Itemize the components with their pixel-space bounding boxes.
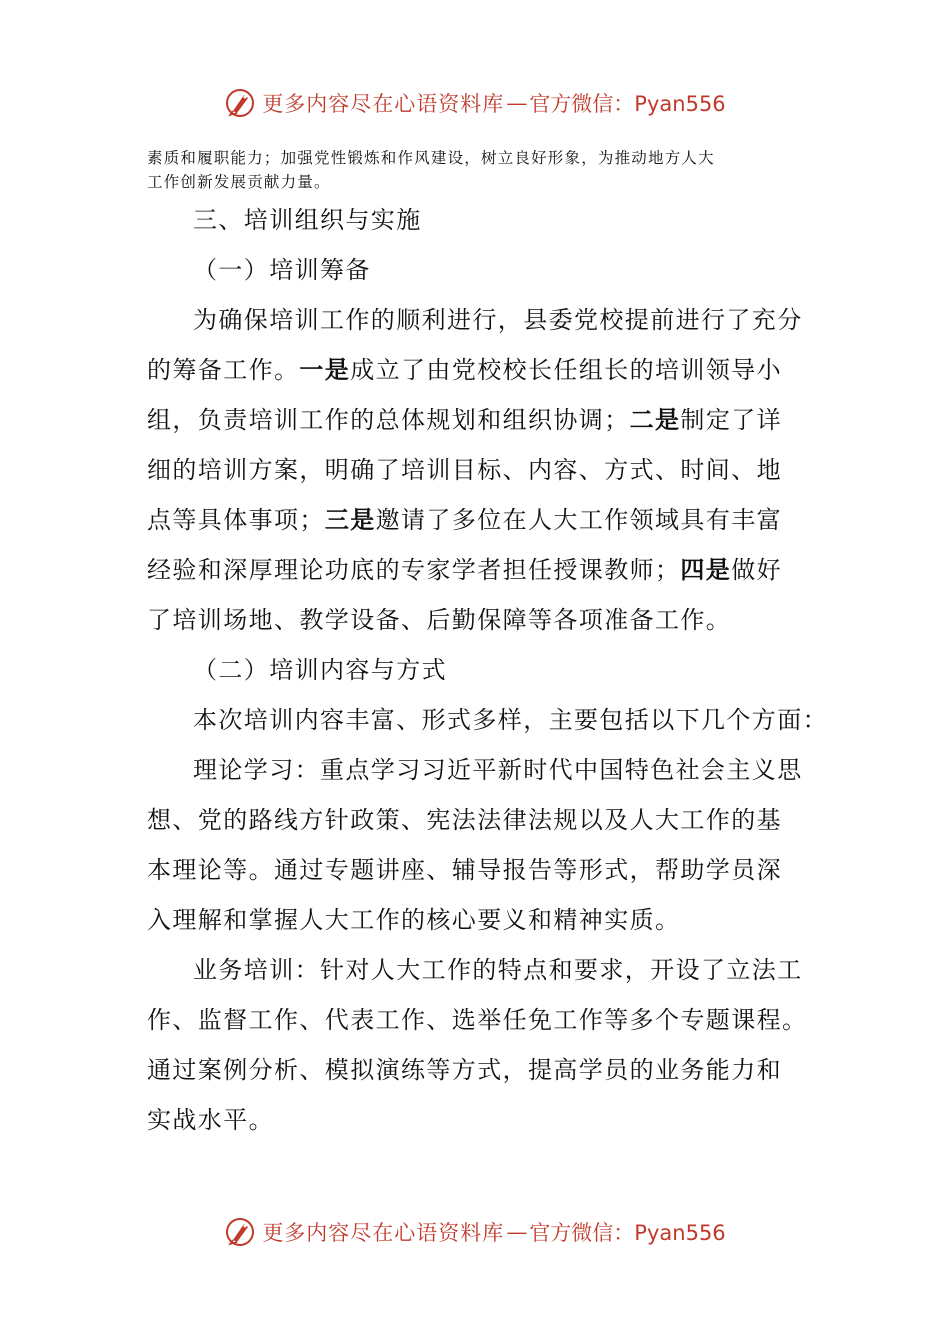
emphasis-3: 三是 <box>324 505 376 534</box>
pen-nib-icon <box>224 1216 256 1248</box>
banner-text: 更多内容尽在心语资料库 <box>262 92 505 116</box>
content-intro: 本次培训内容丰富、形式多样，主要包括以下几个方面： <box>193 706 828 734</box>
prep-line-7: 了培训场地、教学设备、后勤保障等各项准备工作。 <box>147 606 732 634</box>
prep-line-4: 细的培训方案，明确了培训目标、内容、方式、时间、地 <box>147 456 782 484</box>
theory-line-1: 理论学习：重点学习习近平新时代中国特色社会主义思 <box>193 756 803 784</box>
prep-line-1: 为确保培训工作的顺利进行，县委党校提前进行了充分 <box>193 306 803 334</box>
business-line-3: 通过案例分析、模拟演练等方式，提高学员的业务能力和 <box>147 1056 782 1084</box>
emphasis-4: 四是 <box>680 555 732 584</box>
header-banner <box>0 83 950 123</box>
prep-line-2: 的筹备工作。一是成立了由党校校长任组长的培训领导小 <box>147 355 783 384</box>
theory-line-4: 入理解和掌握人大工作的核心要义和精神实质。 <box>147 906 681 934</box>
banner-separator: — <box>506 91 528 115</box>
section-heading: 三、培训组织与实施 <box>193 206 422 234</box>
intro-line-1: 素质和履职能力；加强党性锻炼和作风建设，树立良好形象，为推动地方人大 <box>147 149 715 167</box>
emphasis-2: 二是 <box>629 405 681 434</box>
pen-nib-icon <box>224 87 256 119</box>
subsection-heading-1: （一）培训筹备 <box>193 256 371 284</box>
business-line-2: 作、监督工作、代表工作、选举任免工作等多个专题课程。 <box>147 1006 808 1034</box>
intro-line-2: 工作创新发展贡献力量。 <box>147 173 331 191</box>
banner-label: 官方微信：Pyan556 <box>529 92 726 116</box>
banner-separator: — <box>506 1220 528 1244</box>
footer-banner <box>0 1212 950 1252</box>
prep-line-6: 经验和深厚理论功底的专家学者担任授课教师；四是做好 <box>147 555 783 584</box>
theory-line-3: 本理论等。通过专题讲座、辅导报告等形式，帮助学员深 <box>147 856 782 884</box>
prep-line-5: 点等具体事项；三是邀请了多位在人大工作领域具有丰富 <box>147 505 783 534</box>
business-line-4: 实战水平。 <box>147 1106 274 1134</box>
subsection-heading-2: （二）培训内容与方式 <box>193 656 447 684</box>
theory-line-2: 想、党的路线方针政策、宪法法律法规以及人大工作的基 <box>147 806 782 834</box>
business-line-1: 业务培训：针对人大工作的特点和要求，开设了立法工 <box>193 956 803 984</box>
prep-line-3: 组，负责培训工作的总体规划和组织协调；二是制定了详 <box>147 405 783 434</box>
banner-text: 更多内容尽在心语资料库 <box>262 1221 505 1245</box>
banner-label: 官方微信：Pyan556 <box>529 1221 726 1245</box>
emphasis-1: 一是 <box>299 355 351 384</box>
